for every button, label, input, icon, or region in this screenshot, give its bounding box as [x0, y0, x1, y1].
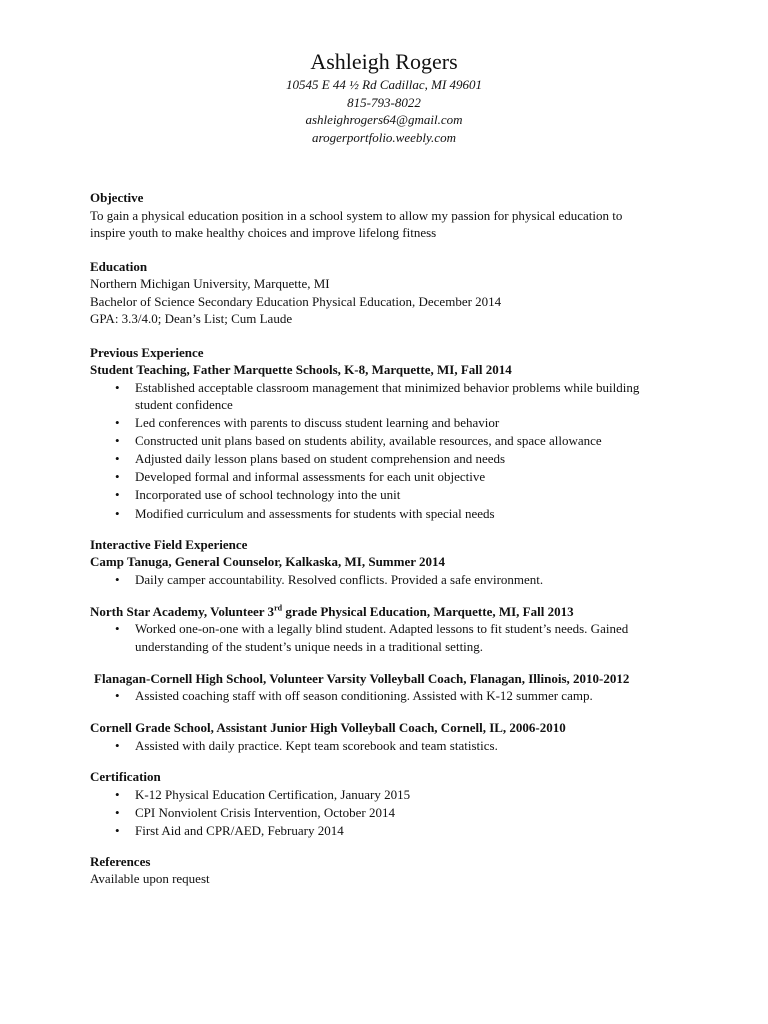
list-item: [135, 379, 690, 414]
list-item: • Developed formal and informal assessments for each unit objective: [135, 468, 690, 486]
north-star-title-a: North Star Academy, Volunteer 3: [90, 603, 275, 619]
education-gpa: GPA: 3.3/4.0; Dean’s List; Cum Laude: [90, 311, 293, 326]
flanagan-title: Flanagan-Cornell High School, Volunteer Varsity Volleyball Coach, Flanagan, Illinois, 2010-2012: [94, 670, 630, 686]
resume-body: [90, 189, 690, 888]
email-address: ashleighrogers64@gmail.com: [305, 112, 463, 127]
education-heading: Education: [90, 258, 148, 274]
education-school: Northern Michigan University, Marquette, MI: [90, 276, 330, 291]
north-star-title: [90, 603, 690, 621]
address: 10545 E 44 ½ Rd Cadillac, MI 49601: [285, 77, 483, 92]
list-item: • Adjusted daily lesson plans based on student comprehension and needs: [135, 450, 690, 468]
list-item: • K-12 Physical Education Certification, January 2015: [135, 786, 690, 804]
list-item: • Assisted with daily practice. Kept team scorebook and team statistics.: [135, 737, 690, 755]
student-teaching-list: [90, 379, 690, 523]
flanagan-list: [90, 687, 690, 705]
list-item: • First Aid and CPR/AED, February 2014: [135, 822, 690, 840]
previous-experience-heading: Previous Experience: [90, 344, 204, 360]
phone-number: 815-793-8022: [347, 94, 421, 110]
cornell-title: Cornell Grade School, Assistant Junior High Volleyball Coach, Cornell, IL, 2006-2010: [90, 720, 566, 736]
list-item: • Incorporated use of school technology into the unit: [135, 486, 690, 504]
list-item: • Daily camper accountability. Resolved conflicts. Provided a safe environment.: [135, 571, 690, 589]
ordinal-suffix: rd: [274, 603, 283, 613]
objective-text-line-2: inspire youth to make healthy choices and improve lifelong fitness: [90, 225, 437, 240]
list-item-text-cont: student confidence: [135, 397, 233, 412]
camp-tanuga-list: [90, 571, 690, 589]
cornell-list: [90, 737, 690, 755]
certification-heading: Certification: [90, 769, 161, 785]
resume-header: [0, 48, 768, 146]
list-item-text-cont: understanding of the student’s unique needs in a traditional setting.: [135, 638, 484, 654]
certification-list: [90, 786, 690, 840]
field-experience-heading: Interactive Field Experience: [90, 536, 248, 552]
objective-heading: Objective: [90, 190, 144, 205]
education-degree: Bachelor of Science Secondary Education Physical Education, December 2014: [90, 293, 502, 309]
list-item: • CPI Nonviolent Crisis Intervention, October 2014: [135, 804, 690, 822]
list-item-text: Worked one-on-one with a legally blind student. Adapted lessons to fit student’s needs. Gained: [135, 621, 629, 637]
portfolio-website: arogerportfolio.weebly.com: [312, 129, 456, 145]
north-star-list: [90, 620, 690, 655]
list-item: • Led conferences with parents to discuss student learning and behavior: [135, 414, 690, 432]
list-item: • Assisted coaching staff with off season conditioning. Assisted with K-12 summer camp.: [135, 687, 690, 705]
list-item: [135, 620, 690, 655]
list-item-text: Established acceptable classroom management that minimized behavior problems while building: [135, 379, 640, 395]
north-star-title-b: grade Physical Education, Marquette, MI, Fall 2013: [282, 603, 574, 619]
references-text: Available upon request: [90, 871, 210, 887]
student-teaching-title: Student Teaching, Father Marquette Schools, K-8, Marquette, MI, Fall 2014: [90, 362, 512, 377]
camp-tanuga-title: Camp Tanuga, General Counselor, Kalkaska, MI, Summer 2014: [90, 554, 446, 570]
applicant-name: Ashleigh Rogers: [310, 49, 458, 74]
list-item: • Constructed unit plans based on students ability, available resources, and space allowance: [135, 432, 690, 450]
references-heading: References: [90, 853, 151, 869]
objective-text-line-1: To gain a physical education position in a school system to allow my passion for physical education to: [90, 207, 623, 223]
list-item: • Modified curriculum and assessments for students with special needs: [135, 505, 690, 523]
